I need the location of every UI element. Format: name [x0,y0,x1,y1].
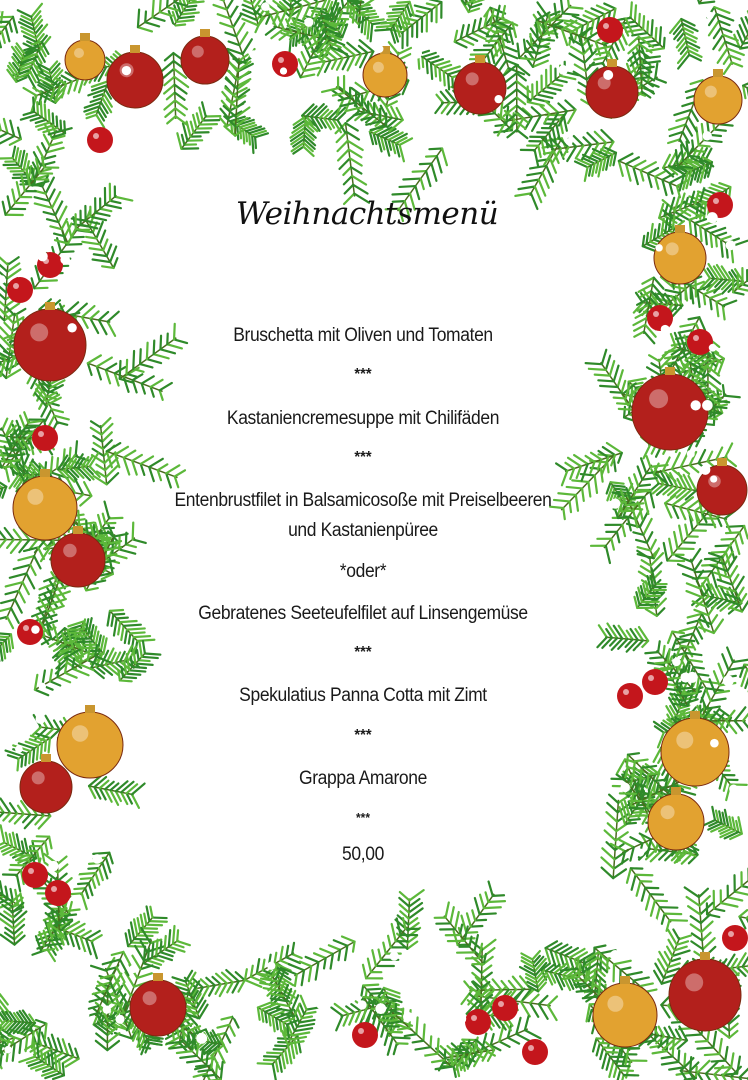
fir-branch [575,148,616,181]
snow-dot [81,952,90,961]
snow-dot [531,1021,540,1030]
berry-highlight [13,283,19,289]
bauble-cap [690,711,700,719]
snow-dot [736,856,744,864]
snow-dot [404,1068,412,1076]
snow-dot [706,12,714,20]
bauble-ornament [593,983,657,1047]
snow-dot [515,0,524,6]
menu-price: 50,00 [342,844,384,865]
snow-dot [267,962,275,970]
fir-branch [670,19,702,68]
bauble-cap [130,45,140,53]
snow-dot [233,961,244,972]
snow-dot [0,2,7,11]
bauble-cap [475,55,485,63]
snow-dot [729,632,738,641]
snow-dot [122,66,131,75]
fir-branch [695,0,743,3]
berry-highlight [93,133,99,139]
course-main-1-cont: und Kastanienpüree [288,520,438,541]
snow-dot [703,131,712,140]
holly-berry [522,1039,548,1065]
fir-branch [177,102,220,148]
snow-dot [403,1012,413,1022]
bauble-ornament [181,36,229,84]
holly-berry [87,127,113,153]
snow-dot [558,65,568,75]
bauble-highlight [74,48,84,58]
bauble-cap [80,33,90,41]
bauble-highlight [649,389,668,408]
course-dessert: Spekulatius Panna Cotta mit Zimt [239,685,487,706]
snow-dot [626,665,634,673]
berry-highlight [528,1045,534,1051]
fir-branch [0,147,37,185]
snow-dot [710,739,719,748]
separator: *** [354,644,372,661]
snow-dot [603,70,613,80]
bauble-highlight [143,991,157,1005]
snow-dot [196,1033,207,1044]
snow-dot [485,0,494,6]
bauble-highlight [192,46,204,58]
bauble-ornament [454,62,506,114]
separator: *** [354,449,372,466]
snow-dot [456,1014,466,1024]
fir-branch [0,633,13,671]
bauble-highlight [373,62,384,73]
bauble-ornament [654,232,706,284]
fir-branch [734,0,748,49]
berry-highlight [728,931,734,937]
snow-dot [256,1076,263,1080]
snow-dot [103,1005,111,1013]
snow-dot [60,255,70,265]
snow-dot [709,344,717,352]
snow-dot [415,1053,425,1063]
bauble-ornament [65,40,105,80]
fir-branch [21,97,65,137]
snow-dot [741,210,748,218]
holly-berry [597,17,623,43]
snow-dot [650,918,657,925]
fir-branch [707,859,748,917]
snow-dot [494,95,502,103]
course-starter: Bruschetta mit Oliven und Tomaten [233,325,493,346]
snow-dot [702,180,710,188]
fir-branch [395,890,423,949]
separator: *** [354,727,372,744]
bauble-cap [40,469,50,477]
snow-dot [726,240,736,250]
fir-branch [454,882,505,946]
berry-highlight [38,431,44,437]
snow-dot [75,963,84,972]
bauble-ornament [107,52,163,108]
snow-dot [115,1015,124,1024]
course-or: *oder* [339,561,387,582]
snow-dot [4,1046,12,1054]
snow-dot [249,1004,257,1012]
bauble-highlight [466,72,479,85]
snow-dot [565,138,572,145]
snow-dot [79,1009,90,1020]
fir-branch [281,937,355,986]
snow-dot [723,675,734,686]
snow-dot [376,45,384,53]
fir-branch [743,81,748,118]
holly-berry [492,995,518,1021]
snow-dot [700,465,710,475]
snow-dot [727,452,735,460]
course-digestif: Grappa Amarone [299,768,427,789]
course-main-2: Gebratenes Seeteufelfilet auf Linsengemüse [198,603,528,624]
course-main-1: Entenbrustfilet in Balsamicosoße mit Preiselbeeren [174,490,552,511]
snow-dot [233,1010,242,1019]
bauble-cap [41,754,51,762]
separator: *** [356,810,370,825]
berry-highlight [648,675,654,681]
snow-dot [15,745,23,753]
bauble-cap [200,29,210,37]
bauble-highlight [607,996,623,1012]
snow-dot [680,672,690,682]
berry-highlight [23,625,29,631]
fir-branch [370,126,412,161]
snow-dot [249,50,258,59]
berry-highlight [498,1001,504,1007]
snow-dot [316,999,326,1009]
fir-branch [702,807,741,839]
berry-highlight [653,311,659,317]
bauble-cap [153,973,163,981]
snow-dot [390,952,399,961]
snow-dot [165,24,176,35]
bauble-cap [620,976,630,984]
fir-branch [138,0,213,31]
bauble-highlight [685,973,703,991]
snow-dot [129,965,137,973]
fir-branch [258,1035,301,1080]
bauble-highlight [705,86,717,98]
snow-dot [610,950,621,961]
snow-dot [510,141,518,149]
snow-dot [441,1015,449,1023]
fir-branch [0,478,6,509]
fir-branch [517,0,582,60]
bauble-ornament [694,76,742,124]
bauble-cap [713,69,723,77]
snow-dot [411,48,422,59]
snow-dot [261,3,270,12]
fir-branch [363,918,419,978]
menu-title: Weihnachtsmenü [235,196,499,232]
bauble-ornament [130,980,186,1036]
snow-dot [31,625,39,633]
berry-highlight [358,1028,364,1034]
snow-dot [357,1000,366,1009]
fir-branch [520,951,548,991]
course-soup: Kastaniencremesuppe mit Chilifäden [226,408,500,429]
snow-dot [702,400,713,411]
holly-berry [352,1022,378,1048]
bauble-highlight [666,242,679,255]
bauble-cap [45,302,55,310]
bauble-highlight [63,544,77,558]
holly-berry [722,925,748,951]
fir-branch [336,123,369,204]
fir-branch [347,0,386,41]
fir-branch [169,0,206,26]
fir-branch [498,100,576,135]
snow-dot [655,94,664,103]
snow-dot [740,620,748,630]
snow-dot [38,251,48,261]
holly-berry [45,880,71,906]
holly-berry [7,277,33,303]
snow-dot [97,1052,104,1059]
snow-dot [238,999,248,1009]
snow-dot [375,1003,386,1014]
berry-highlight [278,57,284,63]
berry-highlight [603,23,609,29]
snow-dot [280,67,287,74]
snow-dot [304,18,313,27]
separator: *** [354,366,372,383]
snow-dot [729,785,738,794]
bauble-ornament [669,959,741,1031]
snow-dot [710,475,717,482]
holly-berry [465,1009,491,1035]
bauble-cap [717,458,727,466]
bauble-cap [700,952,710,960]
berry-highlight [28,868,34,874]
snow-dot [36,714,46,724]
snow-dot [71,868,80,877]
snow-dot [655,244,662,251]
fir-branch [528,62,579,106]
snow-dot [328,103,335,110]
bauble-cap [607,59,617,67]
berry-highlight [51,886,57,892]
bauble-ornament [363,53,407,97]
fir-branch [0,100,21,144]
berry-highlight [471,1015,477,1021]
